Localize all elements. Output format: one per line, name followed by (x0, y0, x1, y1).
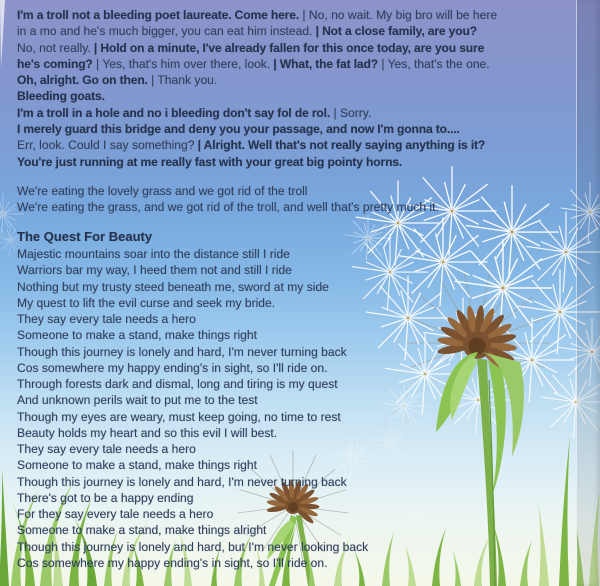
text-segment: | Thank you. (147, 73, 218, 88)
dialogue-line (17, 154, 497, 170)
text-segment: Someone to make a stand, make things right (17, 328, 257, 343)
text-segment: My quest to lift the evil curse and seek my bride. (17, 295, 276, 310)
lyric-line (17, 360, 368, 376)
text-segment: We're eating the lovely grass and we got rid of the troll (17, 184, 308, 198)
page-edge-shadow (576, 0, 600, 586)
text-segment: Someone to make a stand, make things right (17, 458, 257, 473)
lyric-line (17, 425, 368, 441)
grass-blade (452, 548, 461, 586)
bold-text-segment: he's coming? (17, 56, 93, 71)
lyric-line (17, 295, 368, 311)
text-segment: For they say every tale needs a hero (17, 507, 214, 521)
dialogue-line (17, 23, 497, 39)
outro-line (17, 183, 439, 199)
text-segment: They say every tale needs a hero (17, 442, 196, 456)
lyric-line (17, 539, 368, 555)
grass-blade (559, 436, 570, 586)
bold-text-segment: I'm a troll not a bleeding poet laureate. Come here. (17, 8, 300, 22)
text-segment: Though my eyes are weary, must keep going, no time to rest (17, 409, 341, 424)
grass-blade (538, 502, 549, 586)
dialogue-line (17, 56, 497, 72)
dandelion-seed-burst (383, 385, 425, 427)
lyric-line (17, 279, 368, 295)
text-segment: Through forests dark and dismal, long and tiring is my quest (17, 377, 338, 391)
text-segment: | Yes, that's the one. (377, 56, 490, 71)
text-segment: There's got to be a happy ending (17, 490, 194, 505)
lyric-line (17, 246, 368, 262)
scan-corner-artifact (0, 0, 5, 68)
grass-blade (0, 468, 9, 586)
bold-text-segment: | What, the fat lad? (270, 56, 378, 71)
lyric-line (17, 262, 368, 278)
dialogue-line (17, 137, 497, 153)
lyric-line (17, 409, 368, 425)
bold-text-segment: Oh, alright. Go on then. (17, 73, 148, 88)
text-segment: Though this journey is lonely and hard, I'm never turning back (17, 474, 347, 489)
text-segment: And unknown perils wait to put me to the test (17, 393, 258, 408)
lyric-line (17, 506, 368, 522)
outro-line (17, 199, 439, 215)
text-segment: Err, look. Could I say something? (17, 138, 195, 153)
lyric-line (17, 311, 368, 327)
grass-blade (404, 542, 416, 586)
text-segment: | Sorry. (330, 105, 372, 120)
text-segment: Someone to make a stand, make things alright (17, 523, 267, 538)
lyric-line (17, 344, 368, 360)
outro-lines-block (17, 183, 439, 216)
bold-text-segment: I'm a troll in a hole and no i bleeding don't say fol de rol. (17, 105, 331, 120)
text-segment: Warriors bar my way, I heed them not and still I ride (17, 263, 292, 278)
text-segment: Nothing but my trusty steed beneath me, sword at my side (17, 279, 329, 294)
dandelion-seed-burst (399, 218, 487, 306)
text-segment: Though this journey is lonely and hard, I'm never turning back (17, 344, 347, 359)
bold-text-segment: You're just running at me really fast with your great big pointy horns. (17, 154, 403, 169)
grass-blade (382, 532, 394, 586)
song-title: The Quest For Beauty (17, 229, 153, 244)
dandelion-seed-burst (399, 501, 437, 539)
text-segment: Though this journey is lonely and hard, but I'm never looking back (17, 539, 369, 554)
lyric-line (17, 376, 368, 392)
text-segment: | Yes, that's him over there, look. (92, 56, 271, 71)
lyric-line (17, 474, 368, 490)
text-segment: No, not really. (17, 40, 91, 55)
bold-text-segment: Bleeding goats. (17, 89, 105, 104)
bold-text-segment: I merely guard this bridge and deny you your passage, and now I'm gonna to.... (17, 122, 460, 137)
grass-blade (474, 536, 490, 586)
lyric-line (17, 490, 368, 506)
dialogue-line (17, 40, 497, 56)
dialogue-line (17, 121, 497, 137)
lyric-line (17, 522, 368, 538)
dialogue-line (17, 7, 497, 23)
bold-text-segment: | Alright. Well that's not really saying anything is it? (194, 138, 486, 153)
grass-blade (520, 540, 532, 586)
text-segment: They say every tale needs a hero (17, 312, 196, 326)
grass-blade (432, 528, 446, 586)
dandelion-seed-burst (371, 423, 409, 461)
bold-text-segment: | Not a close family, are you? (312, 24, 477, 39)
text-segment: We're eating the grass, and we got rid of the troll, and well that's pretty much it. (17, 200, 439, 215)
dialogue-line (17, 105, 497, 121)
dialogue-line (17, 88, 497, 104)
text-segment: Beauty holds my heart and so this evil I will best. (17, 425, 278, 440)
text-segment: Majestic mountains soar into the distance still I ride (17, 247, 290, 261)
dandelion-seed-burst (366, 276, 450, 360)
text-segment: | No, no wait. My big bro will be here (299, 8, 498, 22)
bold-text-segment: | Hold on a minute, I've already fallen for this once today, are you sure (90, 40, 485, 55)
lyric-line (17, 457, 368, 473)
troll-dialogue-block (17, 7, 497, 170)
text-segment: Cos somewhere my happy ending's in sight, so I'll ride on. (17, 360, 328, 375)
text-segment: in a mo and he's much bigger, you can eat him instead. (17, 24, 313, 39)
lyrics-block (17, 246, 368, 571)
lyric-line (17, 392, 368, 408)
lyric-line (17, 555, 368, 571)
text-segment: Cos somewhere my happy ending's in sight, so I'll ride on. (17, 555, 328, 570)
dialogue-line (17, 72, 497, 88)
lyric-line (17, 441, 368, 457)
lyric-line (17, 327, 368, 343)
dandelion-seed-burst (466, 186, 558, 278)
